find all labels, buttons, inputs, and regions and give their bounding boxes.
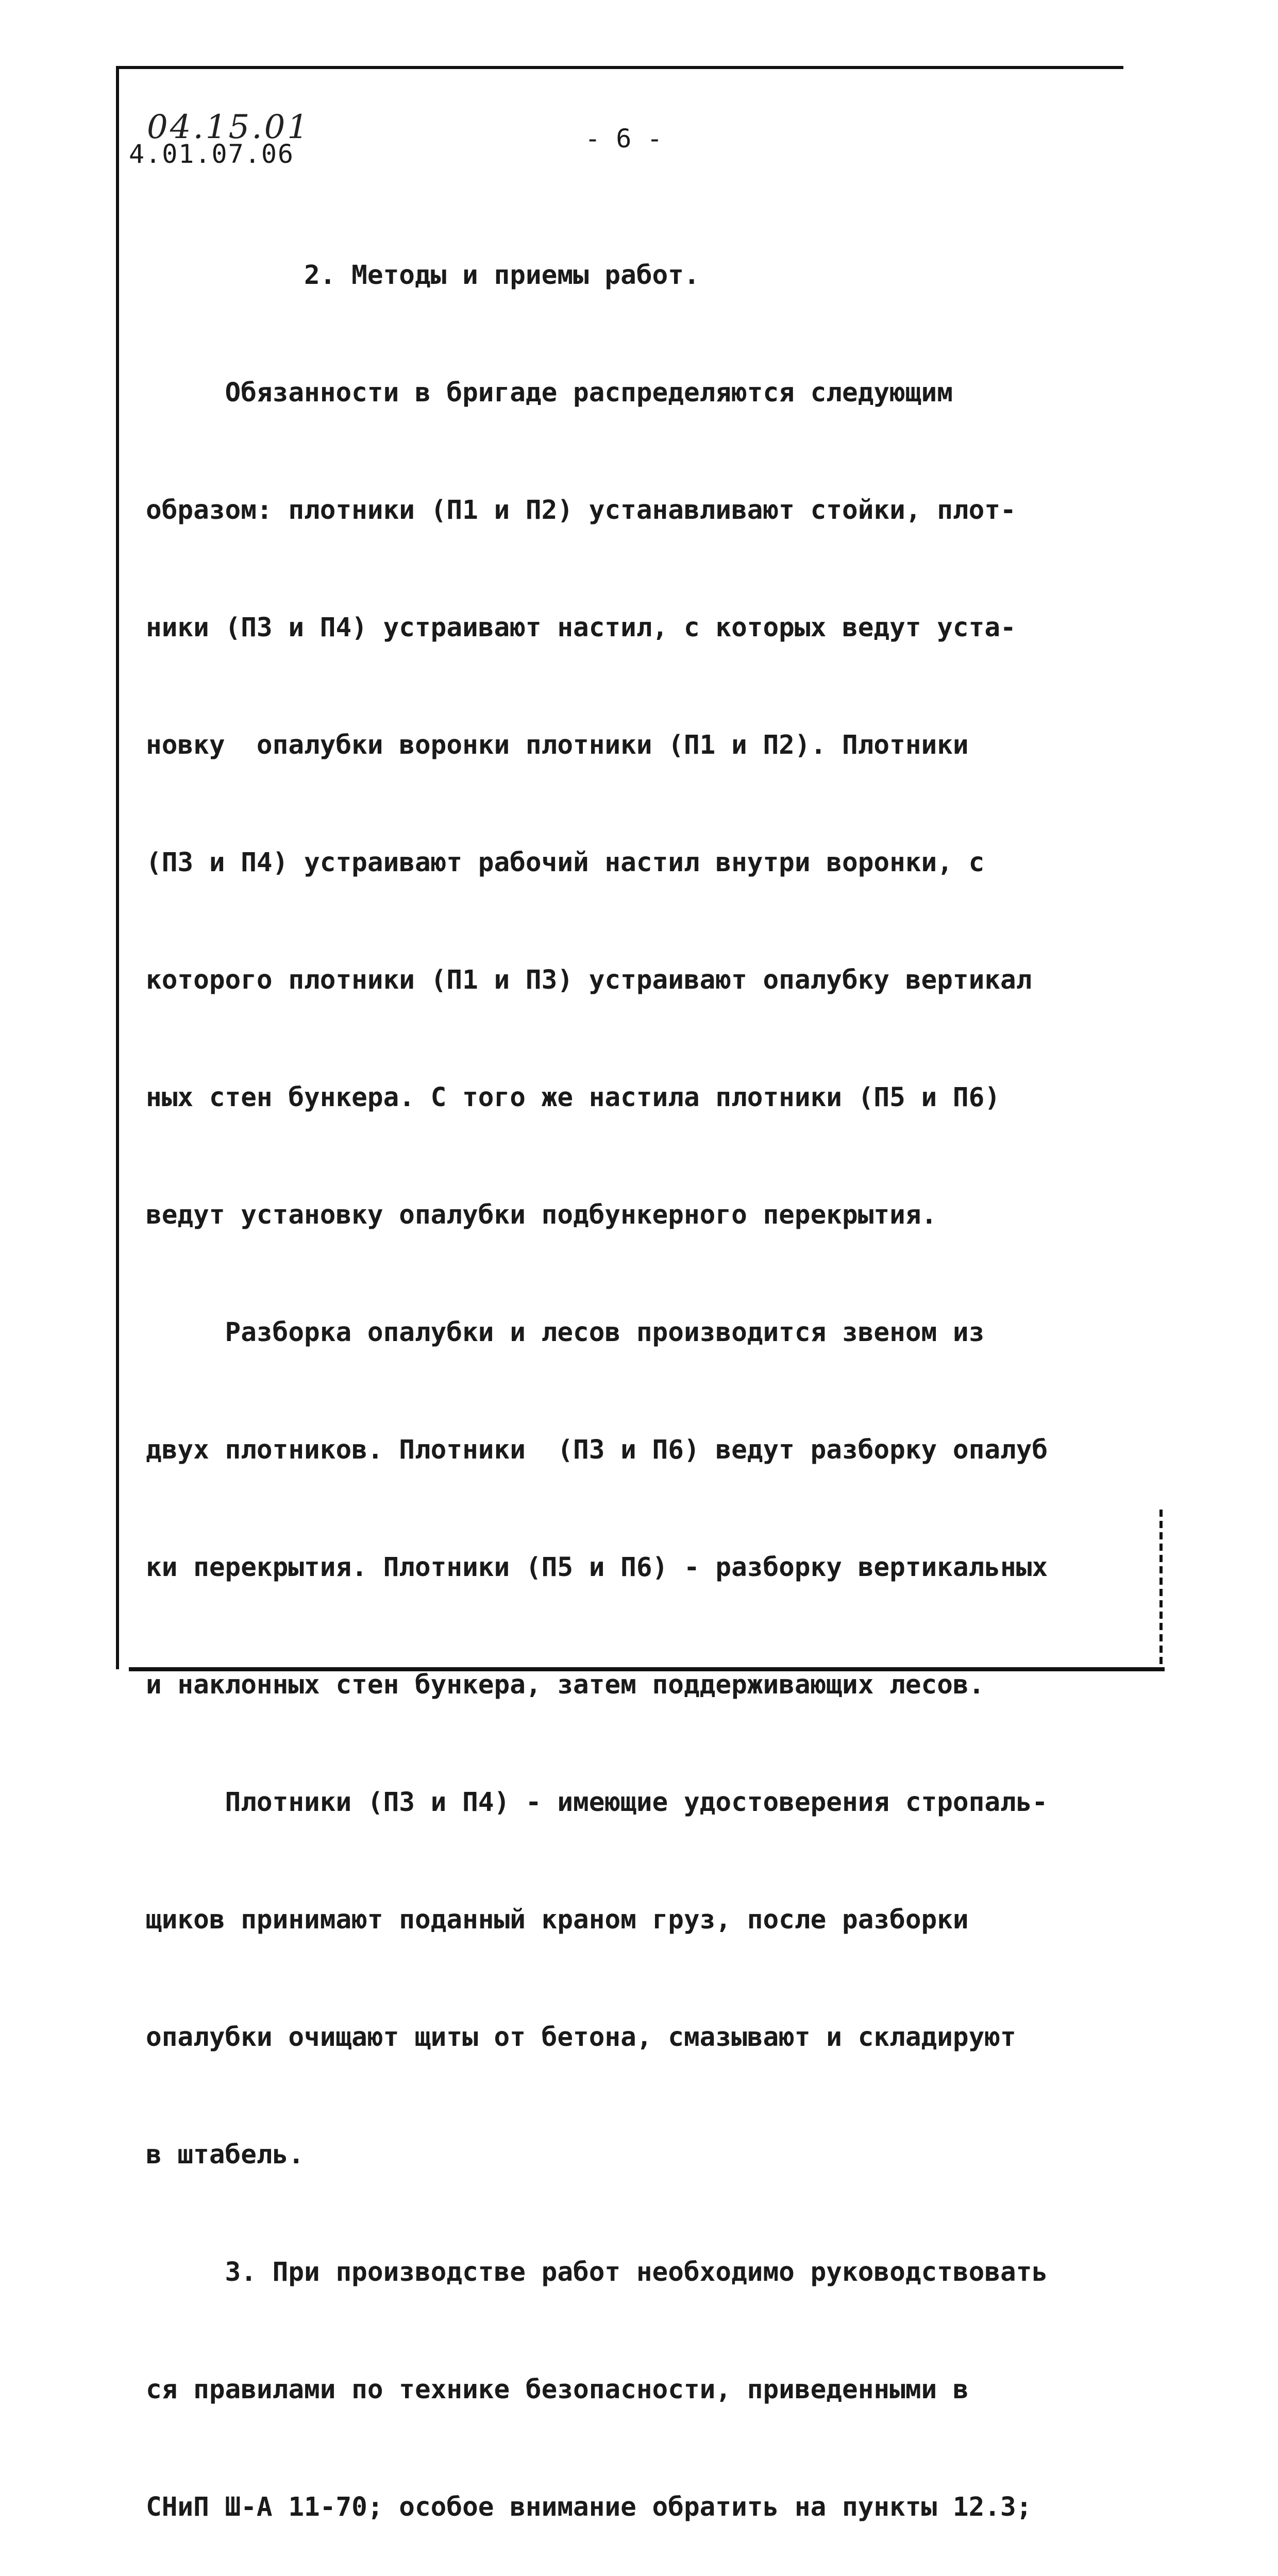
section-heading: 2. Методы и приемы работ. — [146, 260, 700, 291]
page-frame-top — [116, 66, 1123, 69]
text-line: Разборка опалубки и лесов производится звеном из — [146, 1317, 985, 1348]
text-line: 3. При производстве работ необходимо руководствовать — [146, 2257, 1048, 2287]
text-line: Плотники (П3 и П4) - имеющие удостоверения стропаль- — [146, 1787, 1048, 1818]
text-line: СНиП Ш-А 11-70; особое внимание обратить на пункты 12.3; — [146, 2492, 1032, 2522]
text-line: в штабель. — [146, 2140, 305, 2170]
document-code: 4.01.07.06 — [129, 139, 295, 169]
text-line: которого плотники (П1 и П3) устраивают опалубку вертикал — [146, 965, 1032, 995]
text-line: Обязанности в бригаде распределяются следующим — [146, 378, 953, 408]
text-line: новку опалубки воронки плотники (П1 и П2). Плотники — [146, 730, 969, 760]
text-line: ных стен бункера. С того же настила плотники (П5 и П6) — [146, 1082, 1001, 1113]
text-line: двух плотников. Плотники (П3 и П6) ведут разборку опалуб — [146, 1435, 1048, 1465]
text-line: (П3 и П4) устраивают рабочий настил внутри воронки, с — [146, 848, 985, 878]
handwritten-number: 04.15.01 — [147, 108, 310, 146]
page-frame-left — [116, 67, 119, 1669]
text-line: ведут установку опалубки подбункерного перекрытия. — [146, 1200, 937, 1230]
text-line: образом: плотники (П1 и П2) устанавливают стойки, плот- — [146, 495, 1016, 526]
text-line: и наклонных стен бункера, затем поддерживающих лесов. — [146, 1670, 985, 1700]
document-body — [146, 178, 1166, 2576]
text-line: ся правилами по технике безопасности, приведенными в — [146, 2375, 969, 2405]
page-number: - 6 - — [585, 124, 663, 154]
text-line: опалубки очищают щиты от бетона, смазывают и складируют — [146, 2022, 1016, 2053]
text-line: ки перекрытия. Плотники (П5 и П6) - разборку вертикальных — [146, 1552, 1048, 1583]
text-line: щиков принимают поданный краном груз, после разборки — [146, 1905, 969, 1935]
text-line: ники (П3 и П4) устраивают настил, с которых ведут уста- — [146, 613, 1016, 643]
